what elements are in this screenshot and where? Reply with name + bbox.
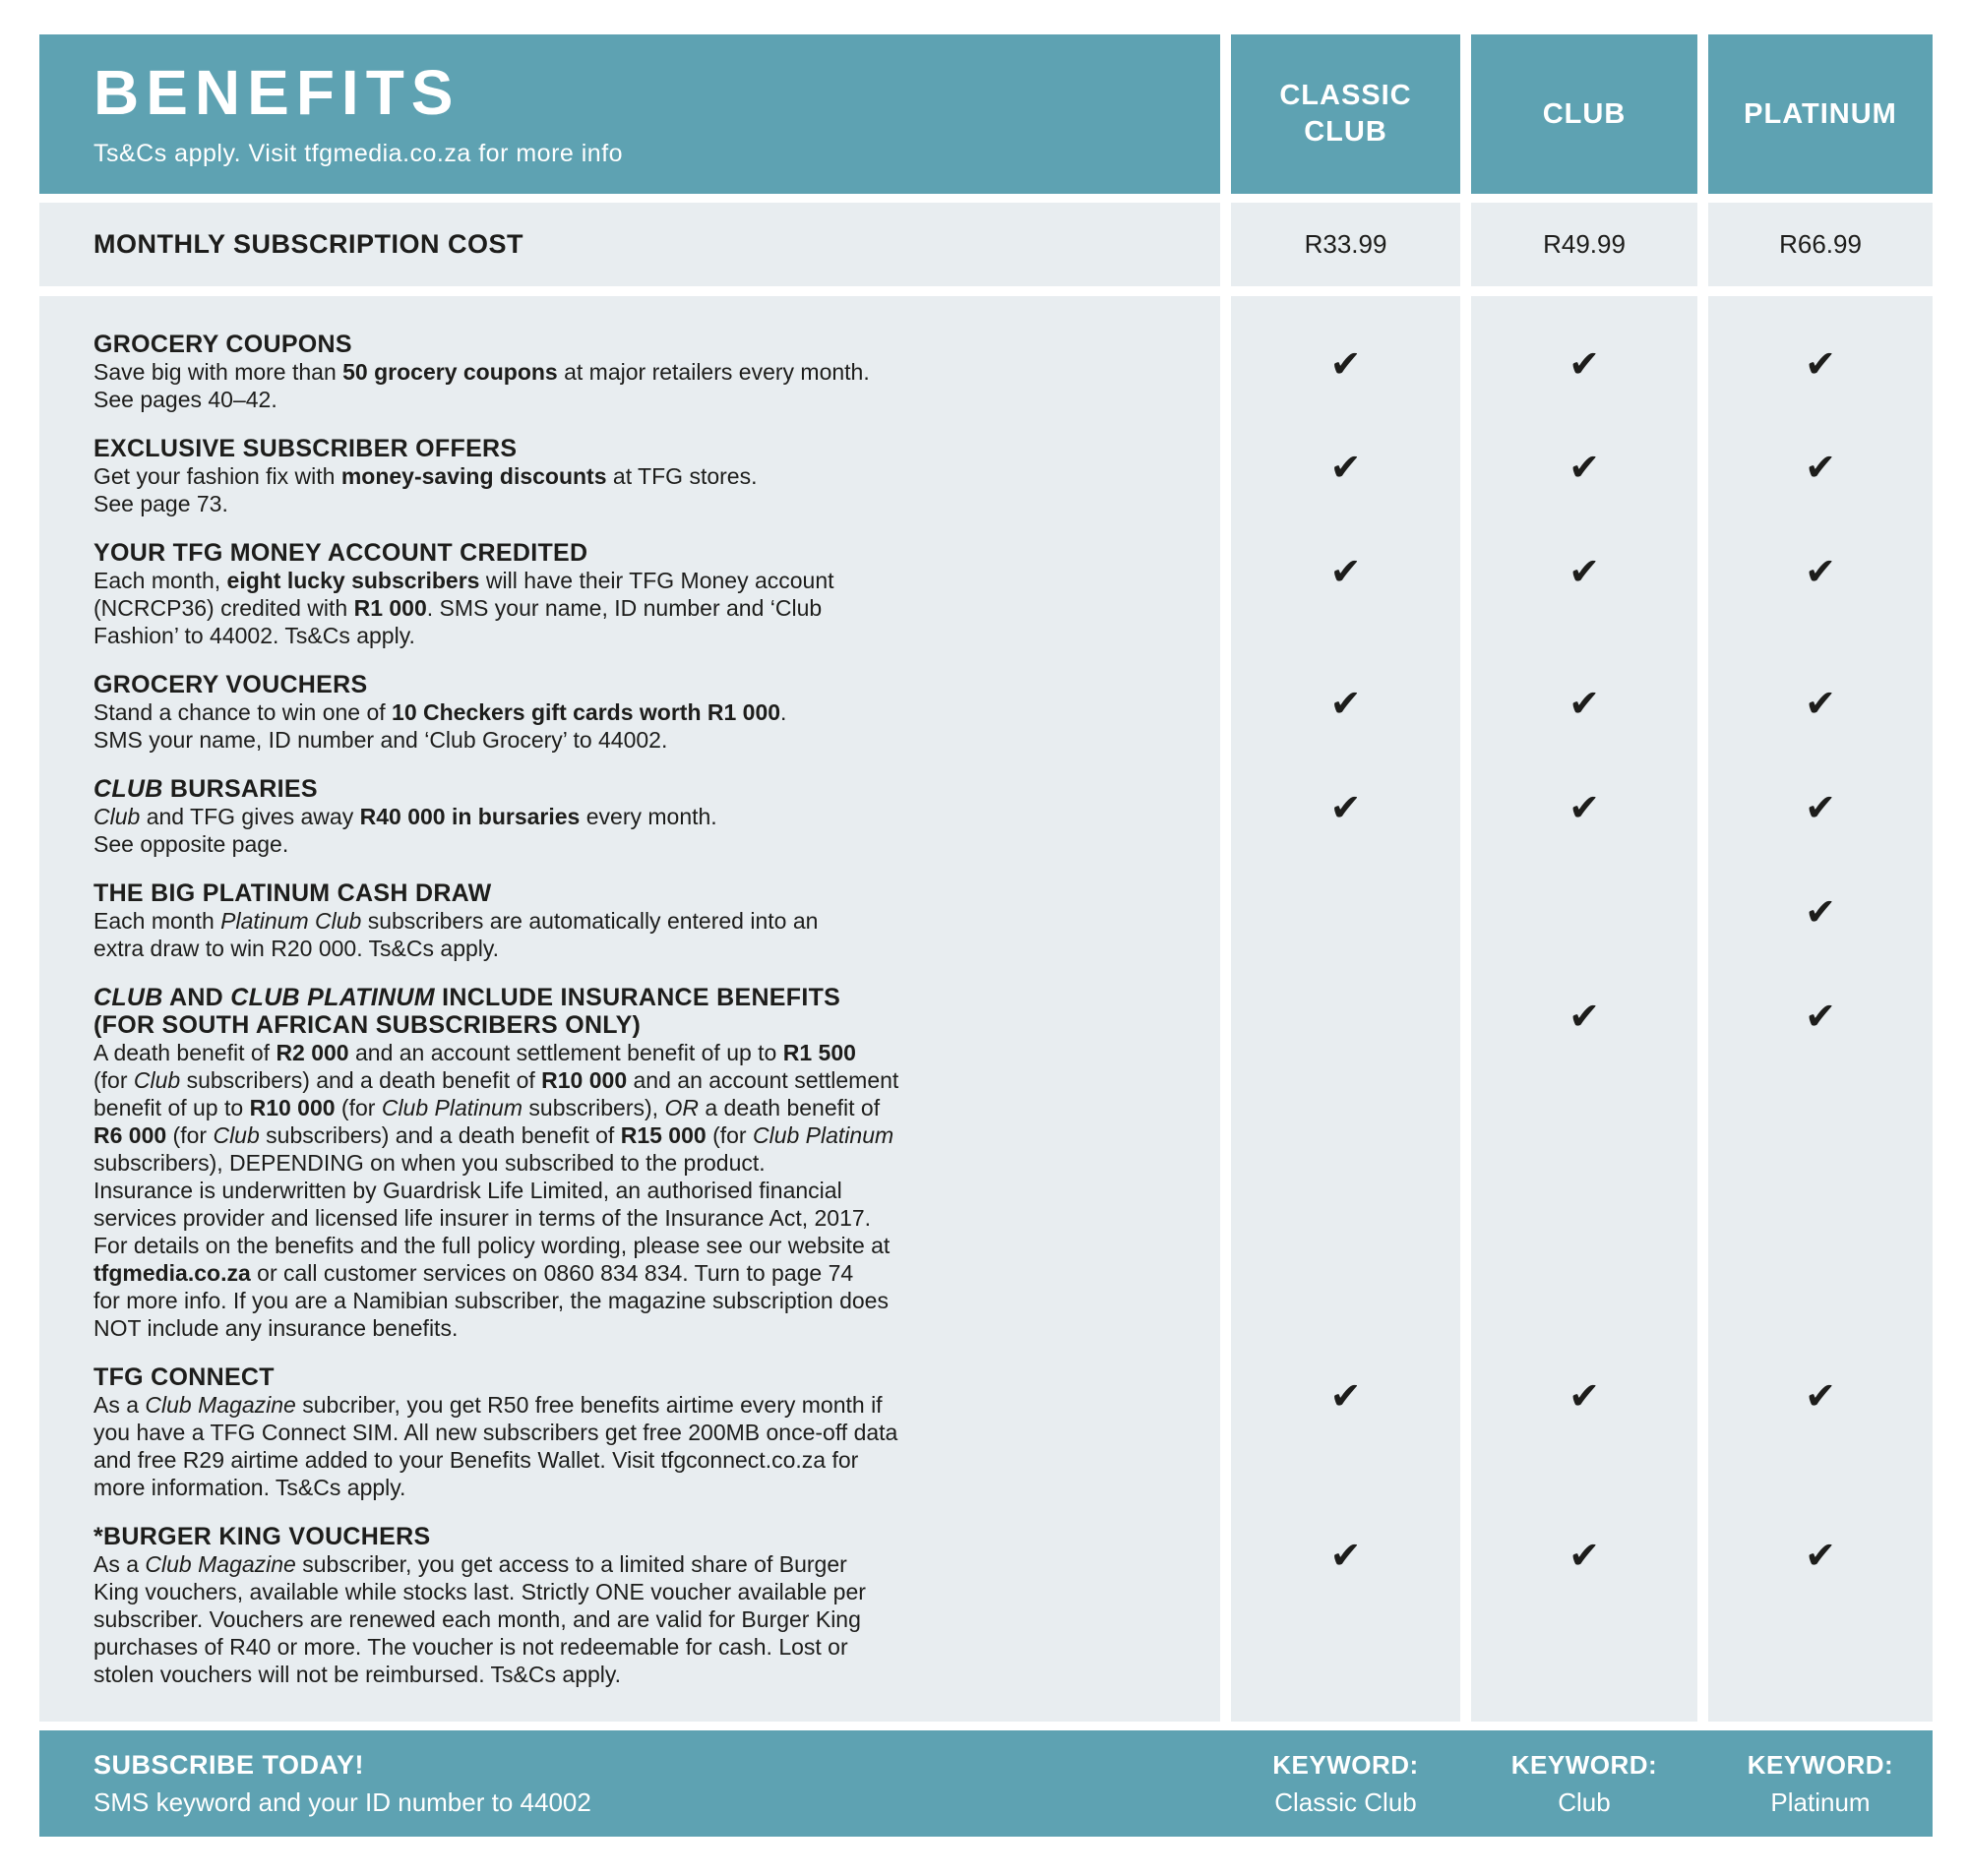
benefit-description-line: For details on the benefits and the full policy wording, please see our website at xyxy=(93,1233,891,1258)
benefit-row-text xyxy=(39,879,1220,984)
price-platinum: R66.99 xyxy=(1708,203,1933,286)
check-cell-platinum xyxy=(1708,671,1933,775)
check-cell-classic-club xyxy=(1231,775,1460,879)
benefit-description-line: Each month Platinum Club subscribers are automatically entered into an xyxy=(93,908,819,934)
keyword-label: KEYWORD: xyxy=(1747,1749,1894,1780)
check-cell-platinum xyxy=(1708,775,1933,879)
column-header-club: CLUB xyxy=(1471,34,1697,194)
benefit-description-line: extra draw to win R20 000. Ts&Cs apply. xyxy=(93,936,500,961)
benefit-description-line: A death benefit of R2 000 and an account settlement benefit of up to R1 500 xyxy=(93,1040,856,1065)
price-classic-club: R33.99 xyxy=(1231,203,1460,286)
check-icon: ✔ xyxy=(1568,682,1600,725)
benefit-description xyxy=(93,358,1181,413)
check-cell-club xyxy=(1471,879,1697,984)
keyword-label: KEYWORD: xyxy=(1510,1749,1658,1780)
subscription-cost-row xyxy=(39,203,1933,286)
check-cell-classic-club xyxy=(1231,435,1460,539)
check-cell-platinum xyxy=(1708,435,1933,539)
benefit-row-text xyxy=(39,984,1220,1363)
column-header-classic-club: CLASSIC CLUB xyxy=(1231,34,1460,194)
benefit-row-text xyxy=(39,435,1220,539)
check-cell-classic-club xyxy=(1231,1363,1460,1523)
benefit-description-line: subscribers), DEPENDING on when you subscribed to the product. xyxy=(93,1150,766,1176)
check-cell-club xyxy=(1471,435,1697,539)
benefit-description-line: subscriber. Vouchers are renewed each month, and are valid for Burger King xyxy=(93,1606,861,1632)
benefit-row-text xyxy=(39,539,1220,671)
benefit-description-line: As a Club Magazine subcriber, you get R50 free benefits airtime every month if xyxy=(93,1392,883,1418)
benefit-title: EXCLUSIVE SUBSCRIBER OFFERS xyxy=(93,435,518,462)
check-icon: ✔ xyxy=(1568,1374,1600,1418)
check-icon: ✔ xyxy=(1805,682,1836,725)
check-icon: ✔ xyxy=(1329,342,1362,386)
check-cell-platinum xyxy=(1708,1363,1933,1523)
benefit-description-line: See opposite page. xyxy=(93,831,289,857)
check-icon: ✔ xyxy=(1568,1534,1600,1577)
check-cell-club xyxy=(1471,775,1697,879)
check-cell-classic-club xyxy=(1231,984,1460,1363)
footer-subtitle: SMS keyword and your ID number to 44002 xyxy=(93,1786,591,1817)
check-icon: ✔ xyxy=(1805,1534,1836,1577)
benefit-description xyxy=(93,698,1181,754)
check-icon: ✔ xyxy=(1329,1534,1362,1577)
benefit-description-line: Insurance is underwritten by Guardrisk Life Limited, an authorised financial xyxy=(93,1178,842,1203)
check-icon: ✔ xyxy=(1568,995,1600,1038)
benefit-description xyxy=(93,462,1181,517)
benefit-description xyxy=(93,567,1181,649)
check-cell-classic-club xyxy=(1231,879,1460,984)
benefit-description-line: and free R29 airtime added to your Benefits Wallet. Visit tfgconnect.co.za for xyxy=(93,1447,859,1473)
benefit-description xyxy=(93,907,1181,962)
keyword-value-platinum: Platinum xyxy=(1770,1786,1871,1817)
benefit-row-text xyxy=(39,671,1220,775)
check-icon: ✔ xyxy=(1568,550,1600,593)
check-cell-platinum xyxy=(1708,1523,1933,1722)
benefit-row-text xyxy=(39,1363,1220,1523)
benefits-body xyxy=(39,296,1933,1722)
benefit-description-line: tfgmedia.co.za or call customer services on 0860 834 834. Turn to page 74 xyxy=(93,1260,854,1286)
check-cell-platinum xyxy=(1708,296,1933,435)
check-icon: ✔ xyxy=(1568,342,1600,386)
benefit-description xyxy=(93,1039,1181,1342)
check-icon: ✔ xyxy=(1805,995,1836,1038)
check-icon: ✔ xyxy=(1805,342,1836,386)
benefit-title: THE BIG PLATINUM CASH DRAW xyxy=(93,879,492,907)
benefit-row-text xyxy=(39,296,1220,435)
check-cell-classic-club xyxy=(1231,296,1460,435)
check-icon: ✔ xyxy=(1329,550,1362,593)
benefit-description-line: NOT include any insurance benefits. xyxy=(93,1315,459,1341)
benefit-description-line: Fashion’ to 44002. Ts&Cs apply. xyxy=(93,623,415,648)
check-cell-classic-club xyxy=(1231,539,1460,671)
keyword-column-club xyxy=(1471,1750,1697,1818)
benefit-description-line: See page 73. xyxy=(93,491,228,516)
page-title: BENEFITS xyxy=(93,56,461,128)
benefit-description-line: Save big with more than 50 grocery coupons at major retailers every month. xyxy=(93,359,870,385)
check-cell-classic-club xyxy=(1231,671,1460,775)
check-cell-club xyxy=(1471,296,1697,435)
benefit-description-line: SMS your name, ID number and ‘Club Grocery’ to 44002. xyxy=(93,727,668,753)
benefit-description xyxy=(93,803,1181,858)
benefit-description-line: Each month, eight lucky subscribers will have their TFG Money account xyxy=(93,568,834,593)
benefits-table-header xyxy=(39,34,1933,194)
check-icon: ✔ xyxy=(1329,786,1362,829)
check-icon: ✔ xyxy=(1329,446,1362,489)
keyword-label: KEYWORD: xyxy=(1272,1749,1419,1780)
keyword-column-platinum xyxy=(1708,1750,1933,1818)
benefit-description-line: more information. Ts&Cs apply. xyxy=(93,1475,406,1500)
benefit-title: *BURGER KING VOUCHERS xyxy=(93,1523,431,1550)
subscription-label: MONTHLY SUBSCRIPTION COST xyxy=(93,229,524,259)
benefit-title: YOUR TFG MONEY ACCOUNT CREDITED xyxy=(93,539,588,567)
benefit-description-line: services provider and licensed life insurer in terms of the Insurance Act, 2017. xyxy=(93,1205,872,1231)
benefit-row-text xyxy=(39,1523,1220,1722)
check-cell-platinum xyxy=(1708,879,1933,984)
benefit-description-line: stolen vouchers will not be reimbursed. Ts&Cs apply. xyxy=(93,1662,622,1687)
benefit-title: CLUB BURSARIES xyxy=(93,775,318,803)
benefit-title: GROCERY COUPONS xyxy=(93,331,352,358)
benefit-description-line: Club and TFG gives away R40 000 in bursaries every month. xyxy=(93,804,717,829)
benefit-description-line: you have a TFG Connect SIM. All new subscribers get free 200MB once-off data xyxy=(93,1420,898,1445)
keyword-value-classic-club: Classic Club xyxy=(1274,1786,1417,1817)
benefit-description xyxy=(93,1391,1181,1501)
keyword-column-classic-club xyxy=(1231,1750,1460,1818)
keyword-value-club: Club xyxy=(1558,1786,1611,1817)
check-cell-club xyxy=(1471,1523,1697,1722)
check-cell-club xyxy=(1471,671,1697,775)
column-header-platinum: PLATINUM xyxy=(1708,34,1933,194)
check-icon: ✔ xyxy=(1329,682,1362,725)
benefit-description xyxy=(93,1550,1181,1688)
footer-left-cell xyxy=(39,1750,1220,1818)
header-left-cell xyxy=(39,34,1220,194)
benefit-description-line: King vouchers, available while stocks last. Strictly ONE voucher available per xyxy=(93,1579,866,1604)
check-cell-club xyxy=(1471,539,1697,671)
check-icon: ✔ xyxy=(1329,1374,1362,1418)
subscribe-footer xyxy=(39,1730,1933,1837)
benefit-description-line: As a Club Magazine subscriber, you get access to a limited share of Burger xyxy=(93,1551,847,1577)
check-icon: ✔ xyxy=(1805,786,1836,829)
benefit-description-line: purchases of R40 or more. The voucher is not redeemable for cash. Lost or xyxy=(93,1634,848,1660)
check-icon: ✔ xyxy=(1805,890,1836,934)
footer-title: SUBSCRIBE TODAY! xyxy=(93,1749,365,1780)
benefit-description-line: for more info. If you are a Namibian subscriber, the magazine subscription does xyxy=(93,1288,889,1313)
check-cell-platinum xyxy=(1708,539,1933,671)
benefit-description-line: R6 000 (for Club subscribers) and a death benefit of R15 000 (for Club Platinum xyxy=(93,1122,894,1148)
page-subtitle: Ts&Cs apply. Visit tfgmedia.co.za for more info xyxy=(93,139,624,167)
check-cell-club xyxy=(1471,984,1697,1363)
subscription-label-cell xyxy=(39,203,1220,286)
check-icon: ✔ xyxy=(1805,1374,1836,1418)
benefit-description-line: benefit of up to R10 000 (for Club Platinum subscribers), OR a death benefit of xyxy=(93,1095,881,1120)
check-icon: ✔ xyxy=(1568,446,1600,489)
check-icon: ✔ xyxy=(1805,550,1836,593)
check-cell-classic-club xyxy=(1231,1523,1460,1722)
benefit-description-line: (NCRCP36) credited with R1 000. SMS your name, ID number and ‘Club xyxy=(93,595,823,621)
benefit-description-line: (for Club subscribers) and a death benefit of R10 000 and an account settlement xyxy=(93,1067,899,1093)
benefit-title: CLUB AND CLUB PLATINUM INCLUDE INSURANCE BENEFITS (FOR SOUTH AFRICAN SUBSCRIBERS ONLY) xyxy=(93,984,841,1039)
benefit-title: TFG CONNECT xyxy=(93,1363,275,1391)
check-icon: ✔ xyxy=(1805,446,1836,489)
benefit-row-text xyxy=(39,775,1220,879)
check-cell-platinum xyxy=(1708,984,1933,1363)
benefit-description-line: Stand a chance to win one of 10 Checkers gift cards worth R1 000. xyxy=(93,699,787,725)
benefit-description-line: See pages 40–42. xyxy=(93,387,277,412)
check-cell-club xyxy=(1471,1363,1697,1523)
benefit-title: GROCERY VOUCHERS xyxy=(93,671,368,698)
price-club: R49.99 xyxy=(1471,203,1697,286)
check-icon: ✔ xyxy=(1568,786,1600,829)
benefit-description-line: Get your fashion fix with money-saving discounts at TFG stores. xyxy=(93,463,758,489)
